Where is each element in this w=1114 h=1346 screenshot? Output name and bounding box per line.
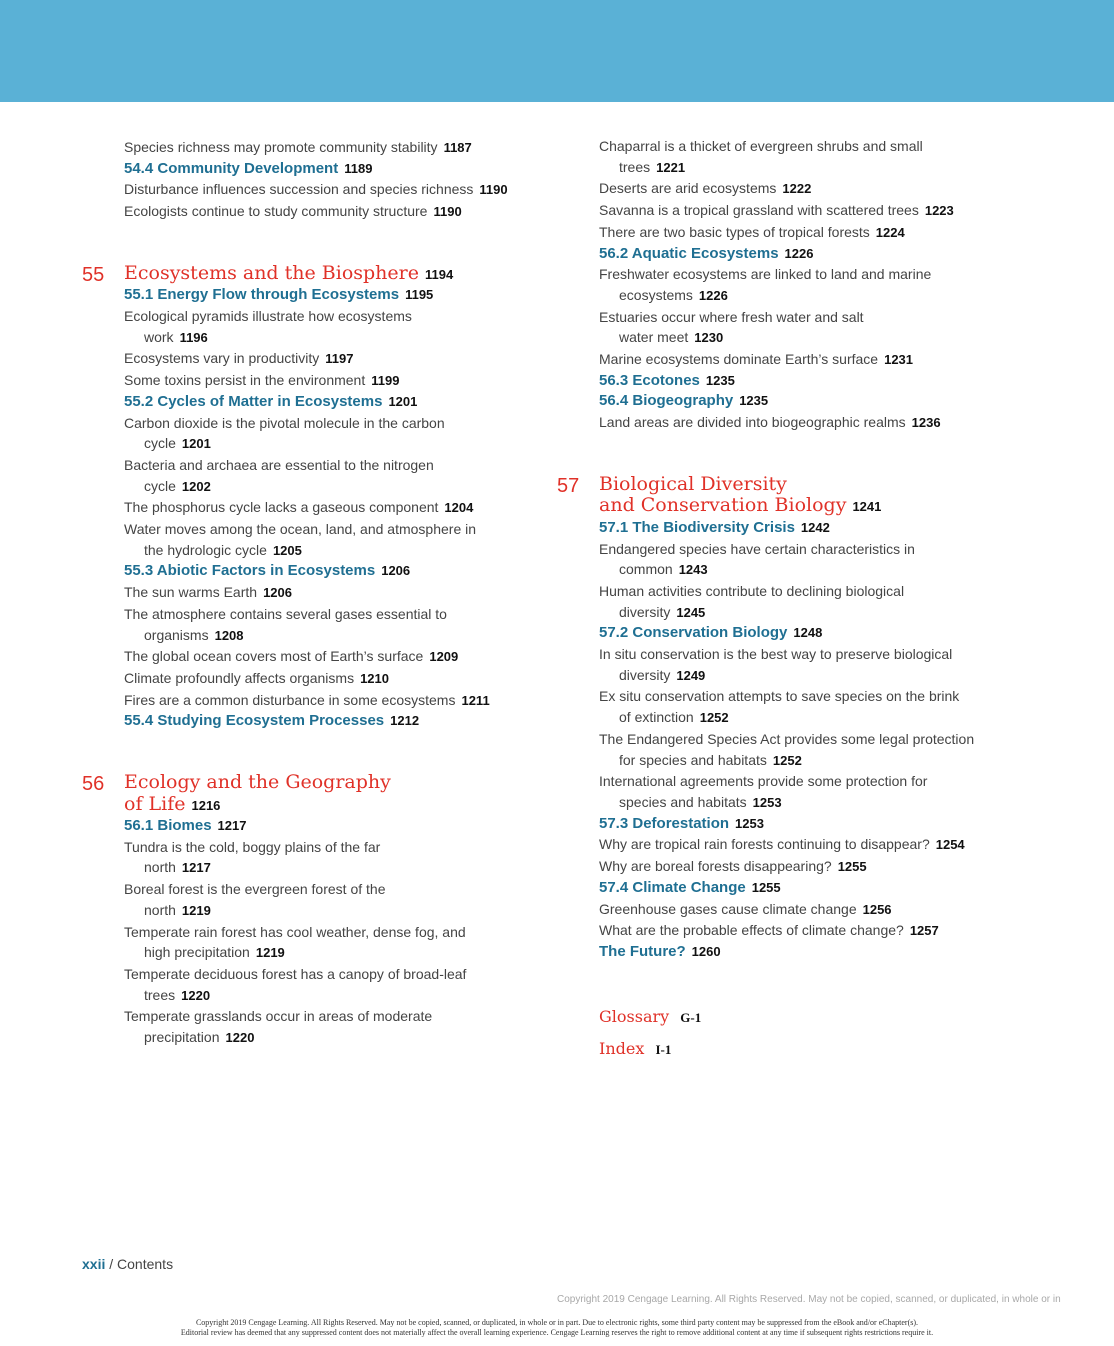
page-number: 1249 — [676, 667, 706, 683]
toc-entry[interactable] — [557, 136, 997, 178]
toc-section-heading[interactable] — [82, 159, 522, 180]
page-number: 1252 — [699, 710, 729, 726]
entry-text: 55.2 Cycles of Matter in Ecosystems — [124, 392, 383, 410]
page-number: 1241 — [852, 499, 882, 515]
chapter-title[interactable] — [82, 772, 522, 816]
entry-text: 56.1 Biomes — [124, 817, 212, 835]
page-number: 1201 — [388, 393, 418, 409]
header-band — [0, 0, 1114, 102]
page-number: 1190 — [479, 182, 508, 198]
entry-text: ecosystems 1226 — [619, 286, 728, 303]
legal-line: Copyright 2019 Cengage Learning. All Rights Reserved. May not be copied, scanned, or duplicated, in whole or in part. Due to electronic rights, some third party content may be suppressed from the eBook and/or eChapter(s). — [195, 1318, 919, 1327]
toc-section-heading[interactable] — [82, 711, 522, 732]
page-number: 1242 — [800, 519, 830, 535]
entry-text: International agreements provide some protection for — [599, 773, 928, 790]
toc-entry[interactable] — [82, 964, 522, 1006]
page-number: 1248 — [793, 625, 823, 641]
entry-text: 57.4 Climate Change — [599, 878, 746, 896]
toc-entry[interactable] — [557, 644, 997, 686]
toc-entry[interactable] — [557, 307, 997, 349]
page-number: 1223 — [924, 203, 954, 219]
page-number: 1222 — [782, 181, 812, 197]
chapter-title-line: Biological Diversity — [599, 472, 787, 495]
entry-text: Tundra is the cold, boggy plains of the far — [124, 838, 381, 855]
toc-entry[interactable] — [82, 604, 522, 646]
entry-text: Bacteria and archaea are essential to the nitrogen — [124, 456, 434, 473]
entry-text: north 1217 — [144, 859, 211, 876]
entry-text: Greenhouse gases cause climate change — [599, 900, 857, 917]
entry-text: Ecosystems vary in productivity — [124, 350, 320, 367]
page-number: 1220 — [225, 1030, 255, 1046]
entry-text: diversity 1249 — [619, 666, 706, 683]
page-number: 1196 — [179, 329, 208, 345]
back-matter-label: Index — [599, 1038, 645, 1058]
entry-text: Temperate deciduous forest has a canopy of broad-leaf — [124, 966, 467, 982]
page-footer — [82, 1256, 173, 1272]
entry-text: Marine ecosystems dominate Earth’s surface — [599, 351, 879, 368]
page-number: 1201 — [181, 436, 211, 452]
entry-text: Ecologists continue to study community structure — [124, 203, 428, 220]
page-number: 1208 — [214, 627, 244, 643]
entry-text: Ecological pyramids illustrate how ecosystems — [124, 308, 412, 325]
toc-section-heading[interactable] — [557, 244, 997, 265]
page-number: 1187 — [443, 140, 472, 155]
entry-text: 56.4 Biogeography — [599, 392, 734, 410]
toc-entry[interactable] — [82, 837, 522, 879]
entry-text: Disturbance influences succession and species richness — [124, 181, 474, 198]
entry-text: 57.1 The Biodiversity Crisis — [599, 518, 795, 536]
page-number: 1219 — [181, 902, 211, 918]
page-number: 1256 — [862, 901, 892, 917]
toc-section-heading[interactable] — [82, 816, 522, 837]
chapter-title[interactable] — [82, 263, 522, 286]
page-number: 1206 — [381, 563, 411, 579]
entry-text: Why are boreal forests disappearing? — [599, 858, 832, 875]
page-number: 1252 — [772, 752, 802, 768]
entry-text: the hydrologic cycle 1205 — [144, 541, 302, 558]
toc-section-heading[interactable] — [557, 878, 997, 899]
entry-text: 55.3 Abiotic Factors in Ecosystems — [124, 562, 376, 580]
toc-entry[interactable] — [82, 690, 522, 712]
toc-section-heading[interactable] — [557, 391, 997, 412]
page-number: G-1 — [680, 1009, 702, 1025]
toc-entry[interactable] — [82, 922, 522, 964]
toc-list — [557, 136, 997, 434]
toc-entry[interactable] — [82, 497, 522, 519]
entry-text: cycle 1201 — [144, 435, 211, 452]
chapter-title-line: and Conservation Biology — [599, 494, 847, 517]
page-number: 1216 — [191, 797, 221, 813]
entry-text: trees 1220 — [144, 986, 211, 1003]
chapter-number: 56 — [82, 773, 105, 796]
page-number: I-1 — [655, 1041, 672, 1057]
toc-entry[interactable] — [82, 668, 522, 690]
toc-entry[interactable] — [557, 539, 997, 581]
entry-text: Why are tropical rain forests continuing to disappear? — [599, 836, 930, 853]
entry-text: high precipitation 1219 — [144, 944, 285, 961]
entry-text: In situ conservation is the best way to preserve biological — [599, 646, 953, 663]
page-number: 1199 — [371, 373, 400, 389]
entry-text: 56.3 Ecotones — [599, 371, 700, 389]
entry-text: Land areas are divided into biogeographic realms — [599, 414, 906, 431]
toc-entry[interactable] — [557, 899, 997, 921]
page-number: 1226 — [784, 245, 814, 261]
back-matter-glossary[interactable] — [557, 1001, 997, 1033]
entry-text: Human activities contribute to declining biological — [599, 582, 905, 599]
chapter-57 — [557, 474, 997, 963]
page-number: 1204 — [444, 500, 474, 516]
page-number: 1230 — [694, 330, 724, 346]
entry-text: The Endangered Species Act provides some legal protection — [599, 730, 975, 747]
toc-entry[interactable] — [557, 834, 997, 856]
toc-entry[interactable] — [557, 264, 997, 306]
entry-text: Water moves among the ocean, land, and atmosphere in — [124, 521, 477, 538]
page-number: 1195 — [405, 287, 434, 303]
toc-section-heading[interactable] — [557, 371, 997, 392]
page-number: 1209 — [429, 649, 459, 665]
toc-entry[interactable] — [82, 413, 522, 455]
page-number: 1243 — [678, 562, 708, 578]
chapter-55 — [82, 263, 522, 732]
page-number: 1205 — [272, 542, 302, 558]
page-number: 1245 — [676, 604, 706, 620]
entry-text: Boreal forest is the evergreen forest of the — [124, 881, 386, 898]
page-number: 1190 — [433, 204, 462, 220]
toc-list — [82, 137, 522, 223]
entry-text: Carbon dioxide is the pivotal molecule in the carbon — [124, 414, 445, 431]
toc-entry[interactable] — [82, 370, 522, 392]
entry-text: The global ocean covers most of Earth’s surface — [124, 648, 424, 665]
page-number: 1211 — [461, 692, 490, 708]
entry-text: The Future? — [599, 942, 686, 960]
page-number: 1219 — [255, 945, 285, 961]
entry-text: cycle 1202 — [144, 477, 211, 494]
entry-text: What are the probable effects of climate change? — [599, 922, 904, 939]
entry-text: Ex situ conservation attempts to save species on the brink — [599, 688, 960, 705]
toc-section-heading[interactable] — [82, 392, 522, 413]
entry-text: species and habitats 1253 — [619, 793, 782, 810]
toc-entry[interactable] — [82, 1006, 522, 1048]
entry-text: 55.4 Studying Ecosystem Processes — [124, 712, 385, 730]
toc-entry[interactable] — [557, 729, 997, 771]
entry-text: trees 1221 — [619, 158, 686, 175]
copyright-notice: Copyright 2019 Cengage Learning. All Rights Reserved. May not be copied, scanned, or duplicated, in whole or in — [557, 1294, 1061, 1305]
toc-entry[interactable] — [82, 179, 522, 201]
toc-entry[interactable] — [82, 582, 522, 604]
page-number: 1210 — [360, 670, 389, 686]
entry-text: precipitation 1220 — [144, 1029, 255, 1046]
entry-text: Estuaries occur where fresh water and salt — [599, 308, 864, 325]
footer-separator: / — [109, 1256, 114, 1272]
entry-text: Species richness may promote community stability — [124, 139, 438, 155]
entry-text: 57.2 Conservation Biology — [599, 624, 788, 642]
toc-entry[interactable] — [557, 686, 997, 728]
back-matter — [557, 1001, 997, 1065]
page-number: 1212 — [390, 713, 420, 729]
toc-entry[interactable] — [557, 349, 997, 371]
chapter-56 — [82, 772, 522, 1049]
page-number: 1253 — [752, 794, 782, 810]
legal-line: Editorial review has deemed that any suppressed content does not materially affect the overall learning experience. Cengage Learning reserves the right to remove additional content at any time if subsequent rights restrictions require it. — [180, 1328, 934, 1337]
toc-section-heading[interactable] — [557, 814, 997, 835]
toc-left-column — [82, 137, 522, 1049]
page-number: 1255 — [837, 859, 867, 875]
entry-text: water meet 1230 — [619, 329, 724, 346]
entry-text: Endangered species have certain characteristics in — [599, 540, 915, 557]
page-number: 1197 — [325, 351, 354, 367]
page-number: 1202 — [181, 478, 211, 494]
entry-text: Deserts are arid ecosystems — [599, 180, 777, 197]
entry-text: Temperate rain forest has cool weather, dense fog, and — [124, 923, 466, 940]
back-matter-label: Glossary — [599, 1006, 670, 1026]
entry-text: 56.2 Aquatic Ecosystems — [599, 244, 779, 262]
entry-text: Climate profoundly affects organisms — [124, 669, 355, 686]
chapter-number: 57 — [557, 474, 580, 497]
toc-section-heading[interactable] — [557, 942, 997, 963]
toc-entry[interactable] — [82, 879, 522, 921]
entry-text: The phosphorus cycle lacks a gaseous component — [124, 499, 439, 516]
entry-text: The atmosphere contains several gases essential to — [124, 605, 447, 622]
footer-section: Contents — [117, 1256, 174, 1272]
toc-entry[interactable] — [82, 137, 522, 159]
entry-text: 55.1 Energy Flow through Ecosystems — [124, 286, 400, 304]
entry-text: The sun warms Earth — [124, 584, 258, 601]
toc-section-heading[interactable] — [557, 518, 997, 539]
toc-entry[interactable] — [82, 455, 522, 497]
page-number: 1255 — [751, 879, 781, 895]
toc-entry[interactable] — [82, 306, 522, 348]
chapter-title[interactable] — [557, 474, 997, 518]
toc-entry[interactable] — [557, 771, 997, 813]
page-number: 1194 — [425, 266, 454, 282]
entry-text: Temperate grasslands occur in areas of moderate — [124, 1008, 433, 1025]
toc-section-heading[interactable] — [557, 623, 997, 644]
entry-text: organisms 1208 — [144, 626, 244, 643]
toc-entry[interactable] — [557, 856, 997, 878]
page-number: 1260 — [691, 943, 721, 959]
entry-text: Fires are a common disturbance in some ecosystems — [124, 691, 456, 708]
entry-text: Chaparral is a thicket of evergreen shrubs and small — [599, 138, 923, 154]
page-number: 1253 — [735, 815, 764, 831]
entry-text: Freshwater ecosystems are linked to land and marine — [599, 266, 932, 283]
entry-text: for species and habitats 1252 — [619, 751, 802, 768]
chapter-title-line: Ecology and the Geography — [124, 771, 391, 794]
entry-text: north 1219 — [144, 901, 211, 918]
footer-page-number: xxii — [82, 1256, 106, 1272]
entry-text: 57.3 Deforestation — [599, 814, 730, 832]
toc-entry[interactable] — [82, 348, 522, 370]
page-number: 1257 — [909, 923, 939, 939]
toc-entry[interactable] — [557, 222, 997, 244]
entry-text: diversity 1245 — [619, 603, 706, 620]
chapter-title-line: of Life — [124, 792, 186, 815]
entry-text: of extinction 1252 — [619, 709, 729, 726]
entry-text: 54.4 Community Development — [124, 159, 339, 177]
toc-entry[interactable] — [557, 200, 997, 222]
entry-text: Savanna is a tropical grassland with scattered trees — [599, 202, 919, 219]
page-number: 1221 — [656, 159, 686, 175]
toc-right-column — [557, 136, 997, 1065]
entry-text: There are two basic types of tropical forests — [599, 223, 870, 240]
page-number: 1217 — [181, 860, 211, 876]
toc-entry[interactable] — [82, 201, 522, 223]
toc-entry[interactable] — [557, 581, 997, 623]
toc-entry[interactable] — [557, 412, 997, 434]
entry-text: work 1196 — [144, 328, 208, 345]
entry-text: Some toxins persist in the environment — [124, 372, 366, 389]
page-number: 1235 — [739, 393, 769, 409]
page-number: 1224 — [875, 224, 905, 240]
toc-section-heading[interactable] — [82, 561, 522, 582]
page-number: 1226 — [698, 287, 728, 303]
toc-entry[interactable] — [557, 178, 997, 200]
toc-entry[interactable] — [557, 920, 997, 942]
back-matter-index[interactable] — [557, 1033, 997, 1065]
page-number: 1206 — [263, 585, 292, 601]
entry-text: common 1243 — [619, 561, 708, 578]
page-number: 1189 — [344, 160, 373, 176]
page-number: 1231 — [884, 352, 914, 368]
page-number: 1235 — [705, 372, 735, 388]
toc-entry[interactable] — [82, 519, 522, 561]
page-number: 1220 — [181, 987, 211, 1003]
toc-section-heading[interactable] — [82, 285, 522, 306]
chapter-title-line: Ecosystems and the Biosphere — [124, 261, 419, 284]
toc-entry[interactable] — [82, 646, 522, 668]
page-number: 1236 — [911, 415, 941, 431]
page-number: 1217 — [217, 818, 247, 834]
chapter-number: 55 — [82, 263, 105, 286]
page-number: 1254 — [935, 837, 965, 853]
legal-notice — [0, 1318, 1114, 1338]
